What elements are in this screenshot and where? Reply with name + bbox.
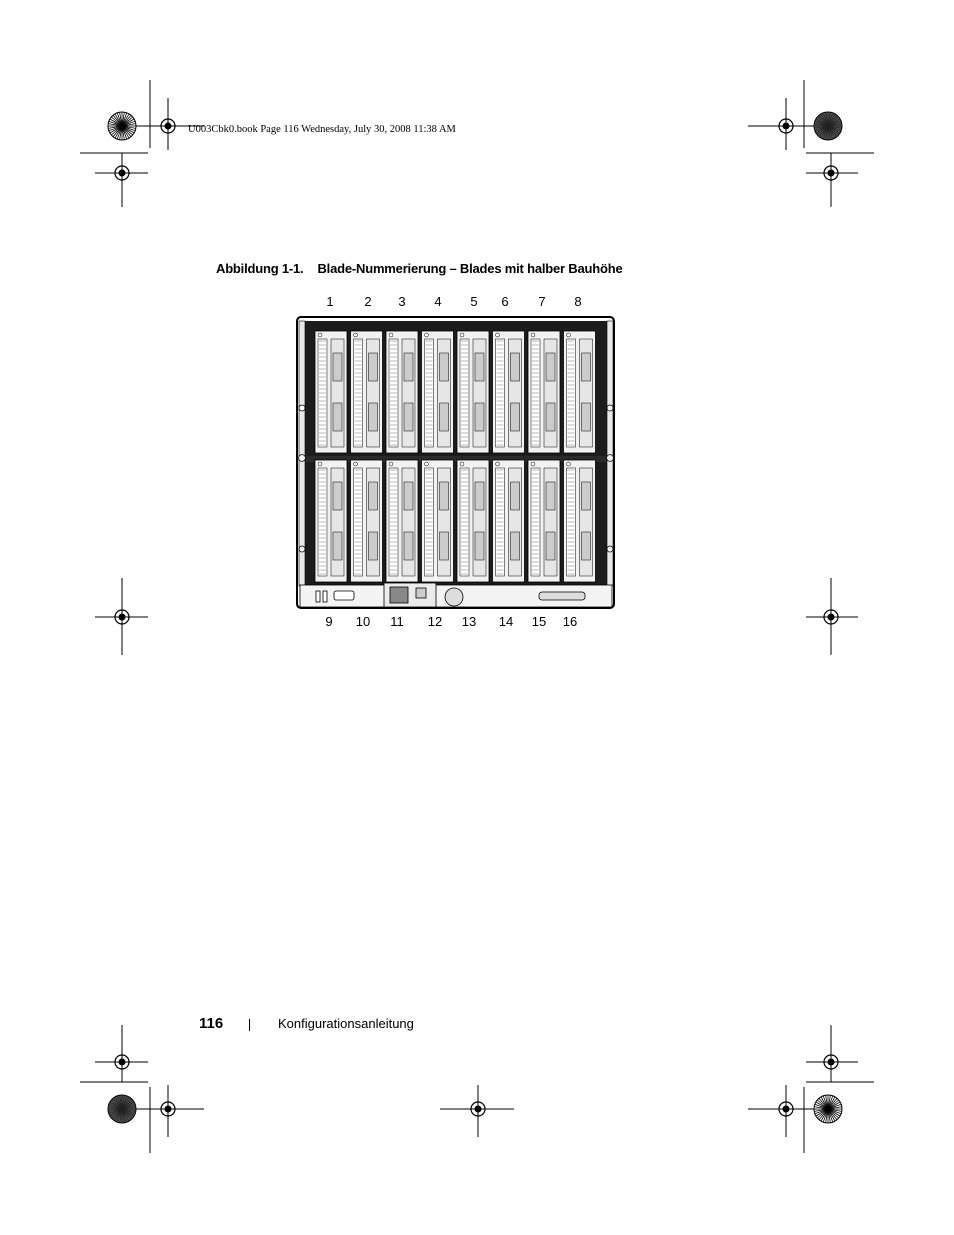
registration-target-icon — [821, 607, 841, 627]
footer-separator — [249, 1019, 250, 1031]
callout-5: 5 — [470, 294, 478, 309]
figure-label: Abbildung 1-1. — [216, 261, 304, 276]
registration-target-icon — [112, 163, 132, 183]
blade-slot — [493, 331, 525, 453]
figure-title: Blade-Nummerierung – Blades mit halber Bauhöhe — [317, 261, 623, 276]
callout-2: 2 — [364, 294, 372, 309]
blade-slot — [386, 460, 418, 582]
color-dial-icon — [814, 112, 842, 140]
registration-target-icon — [112, 607, 132, 627]
registration-target-icon — [776, 1099, 796, 1119]
callout-1: 1 — [326, 294, 334, 309]
callout-14: 14 — [498, 614, 514, 629]
callout-4: 4 — [434, 294, 442, 309]
registration-target-icon — [821, 163, 841, 183]
registration-target-icon — [158, 116, 178, 136]
callout-12: 12 — [427, 614, 443, 629]
callout-13: 13 — [461, 614, 477, 629]
blade-slot — [351, 331, 383, 453]
blade-slot — [351, 460, 383, 582]
callout-9: 9 — [325, 614, 333, 629]
registration-target-icon — [821, 1052, 841, 1072]
registration-target-icon — [776, 116, 796, 136]
color-dial-icon — [814, 1095, 842, 1123]
color-dial-icon — [108, 112, 136, 140]
blade-slot — [315, 460, 347, 582]
registration-target-icon — [468, 1099, 488, 1119]
print-slug: U003Cbk0.book Page 116 Wednesday, July 30, 2008 11:38 AM — [188, 124, 456, 135]
callout-3: 3 — [398, 294, 406, 309]
blade-slot — [564, 331, 596, 453]
footer-title: Konfigurationsanleitung — [278, 1016, 414, 1031]
page-number: 116 — [199, 1015, 224, 1032]
callout-8: 8 — [574, 294, 582, 309]
blade-slot — [457, 331, 489, 453]
registration-target-icon — [112, 1052, 132, 1072]
blade-slot — [422, 460, 454, 582]
blade-slot — [457, 460, 489, 582]
callout-16: 16 — [562, 614, 578, 629]
figure-caption — [216, 261, 623, 276]
blade-chassis-illustration — [296, 316, 616, 610]
blade-slot — [564, 460, 596, 582]
callout-7: 7 — [538, 294, 546, 309]
callout-15: 15 — [531, 614, 547, 629]
color-dial-icon — [108, 1095, 136, 1123]
blade-slot — [315, 331, 347, 453]
blade-slot — [386, 331, 418, 453]
blade-slot — [493, 460, 525, 582]
callout-6: 6 — [501, 294, 509, 309]
callout-10: 10 — [355, 614, 371, 629]
registration-target-icon — [158, 1099, 178, 1119]
blade-slot — [528, 460, 560, 582]
blade-slot — [528, 331, 560, 453]
blade-slot — [422, 331, 454, 453]
callout-11: 11 — [390, 614, 404, 629]
